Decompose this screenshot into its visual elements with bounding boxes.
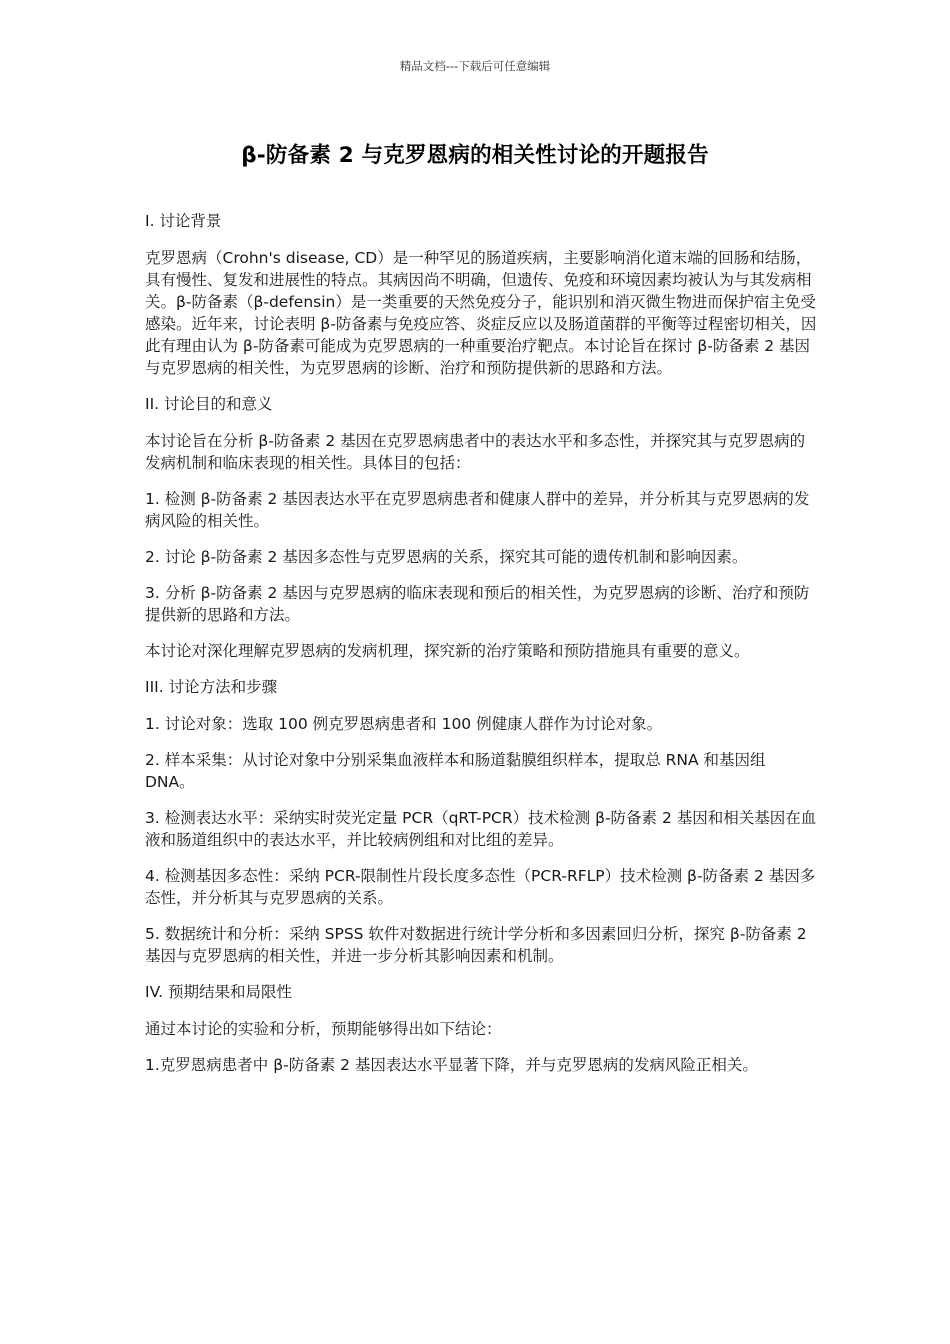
document-body bbox=[145, 210, 817, 1090]
paragraph-significance: 本讨论对深化理解克罗恩病的发病机理，探究新的治疗策略和预防措施具有重要的意义。 bbox=[145, 642, 750, 660]
list-item-method-2: 2. 样本采集：从讨论对象中分别采集血液样本和肠道黏膜组织样本，提取总 RNA 和基因组 DNA。 bbox=[145, 751, 766, 791]
header-note: 精品文档---下载后可任意编辑 bbox=[399, 59, 551, 73]
list-item-purpose-3: 3. 分析 β-防备素 2 基因与克罗恩病的临床表现和预后的相关性，为克罗恩病的诊断、治疗和预防提供新的思路和方法。 bbox=[145, 584, 810, 624]
list-item-method-4: 4. 检测基因多态性：采纳 PCR-限制性片段长度多态性（PCR-RFLP）技术检测 β-防备素 2 基因多态性，并分析其与克罗恩病的关系。 bbox=[145, 867, 816, 907]
list-item-result-1: 1.克罗恩病患者中 β-防备素 2 基因表达水平显著下降，并与克罗恩病的发病风险正相关。 bbox=[145, 1056, 758, 1074]
page-title: β-防备素 2 与克罗恩病的相关性讨论的开题报告 bbox=[241, 143, 709, 168]
section-heading-purpose: II. 讨论目的和意义 bbox=[145, 395, 273, 413]
section-heading-background: I. 讨论背景 bbox=[145, 212, 222, 230]
paragraph-background: 克罗恩病（Crohn's disease, CD）是一种罕见的肠道疾病，主要影响消化道末端的回肠和结肠，具有慢性、复发和进展性的特点。其病因尚不明确，但遗传、免疫和环境因素均被认为与其发病相关。β-防备素（β-defensin）是一类重要的天然免疫分子，能识别和消灭微生物进而保护宿主免受感染。近年来，讨论表明 β-防备素与免疫应答、炎症反应以及肠道菌群的平衡等过程密切相关，因此有理由认为 β-防备素可能成为克罗恩病的一种重要治疗靶点。本讨论旨在探讨 β-防备素 2 基因与克罗恩病的相关性，为克罗恩病的诊断、治疗和预防提供新的思路和方法。 bbox=[145, 249, 817, 377]
paragraph-expected-intro: 通过本讨论的实验和分析，预期能够得出如下结论： bbox=[145, 1020, 502, 1038]
list-item-purpose-2: 2. 讨论 β-防备素 2 基因多态性与克罗恩病的关系，探究其可能的遗传机制和影响因素。 bbox=[145, 548, 748, 566]
list-item-purpose-1: 1. 检测 β-防备素 2 基因表达水平在克罗恩病患者和健康人群中的差异，并分析其与克罗恩病的发病风险的相关性。 bbox=[145, 490, 810, 530]
list-item-method-5: 5. 数据统计和分析：采纳 SPSS 软件对数据进行统计学分析和多因素回归分析，探究 β-防备素 2 基因与克罗恩病的相关性，并进一步分析其影响因素和机制。 bbox=[145, 925, 807, 965]
list-item-method-1: 1. 讨论对象：选取 100 例克罗恩病患者和 100 例健康人群作为讨论对象。 bbox=[145, 715, 663, 733]
list-item-method-3: 3. 检测表达水平：采纳实时荧光定量 PCR（qRT-PCR）技术检测 β-防备素 2 基因和相关基因在血液和肠道组织中的表达水平，并比较病例组和对比组的差异。 bbox=[145, 809, 817, 849]
paragraph-purpose-intro: 本讨论旨在分析 β-防备素 2 基因在克罗恩病患者中的表达水平和多态性，并探究其与克罗恩病的发病机制和临床表现的相关性。具体目的包括： bbox=[145, 432, 806, 472]
section-heading-expected-results: IV. 预期结果和局限性 bbox=[145, 983, 293, 1001]
section-heading-methods: III. 讨论方法和步骤 bbox=[145, 678, 278, 696]
